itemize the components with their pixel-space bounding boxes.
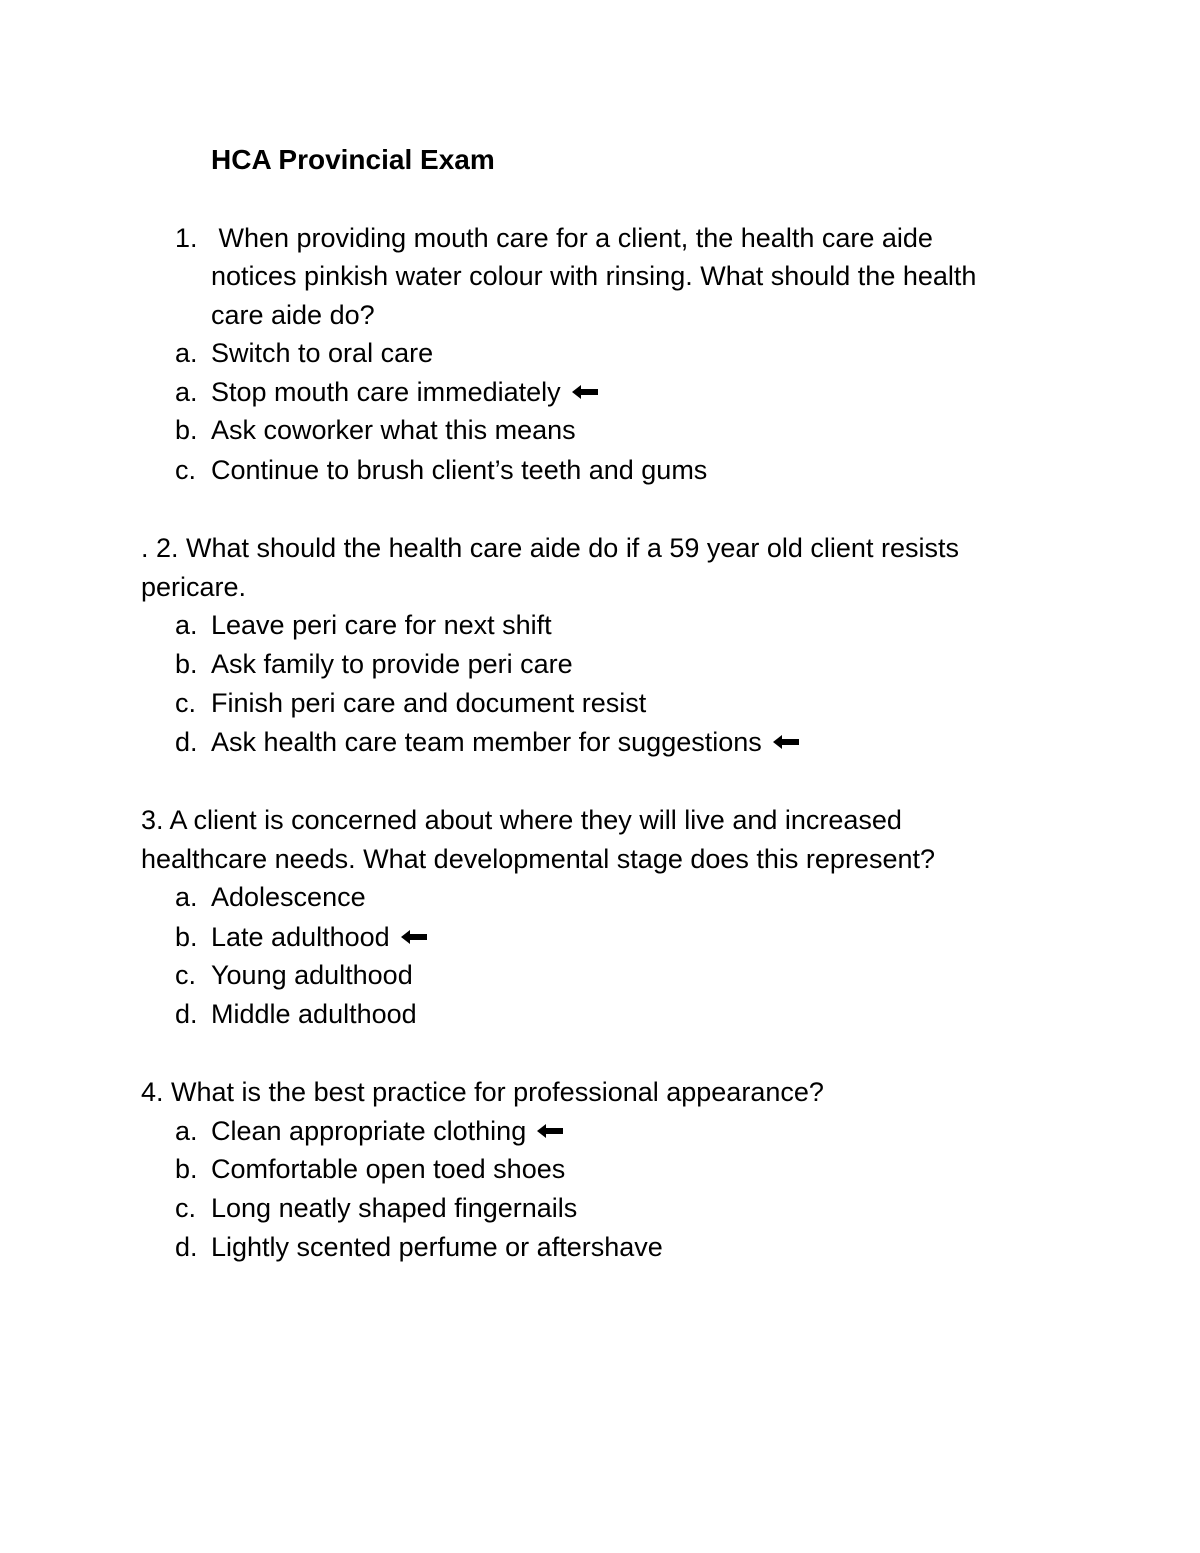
- option-marker: b.: [175, 415, 198, 445]
- question-2-line-1: . 2. What should the health care aide do if a 59 year old client resists: [141, 533, 959, 563]
- question-number: 1.: [175, 223, 198, 253]
- left-arrow-icon: [571, 384, 599, 400]
- question-3-option: [175, 878, 366, 916]
- question-4-option: [175, 1228, 663, 1266]
- question-1-line-2: notices pinkish water colour with rinsing. What should the health: [211, 261, 977, 291]
- question-1-option: [175, 451, 707, 489]
- option-text: Late adulthood: [211, 922, 390, 952]
- question-2-option: [175, 684, 646, 722]
- option-text: Finish peri care and document resist: [211, 688, 647, 718]
- question-2-line-2: pericare.: [141, 572, 247, 602]
- question-3-option: [175, 956, 413, 994]
- question-3-option: [175, 918, 428, 956]
- question-1-line-1: [175, 219, 933, 257]
- question-4-option: [175, 1150, 565, 1188]
- option-text: Ask health care team member for suggestions: [211, 727, 762, 757]
- option-text: Adolescence: [211, 882, 366, 912]
- option-text: Middle adulthood: [211, 999, 417, 1029]
- option-text: Long neatly shaped fingernails: [211, 1193, 578, 1223]
- option-marker: a.: [175, 610, 198, 640]
- question-1-option: [175, 411, 576, 449]
- question-4-option: [175, 1189, 577, 1227]
- option-text: Young adulthood: [211, 960, 413, 990]
- question-1-line-3: care aide do?: [211, 300, 375, 330]
- question-4-option: [175, 1112, 564, 1150]
- option-text: Ask coworker what this means: [211, 415, 576, 445]
- option-text: Leave peri care for next shift: [211, 610, 552, 640]
- question-2-option: [175, 723, 800, 761]
- option-marker: a.: [175, 882, 198, 912]
- option-text: Clean appropriate clothing: [211, 1116, 527, 1146]
- question-3-line-1: 3. A client is concerned about where they will live and increased: [141, 805, 902, 835]
- page-title: HCA Provincial Exam: [211, 144, 495, 175]
- option-marker: d.: [175, 1232, 198, 1262]
- option-marker: b.: [175, 1154, 198, 1184]
- option-marker: c.: [175, 455, 197, 485]
- option-marker: d.: [175, 999, 198, 1029]
- option-marker: a.: [175, 1116, 198, 1146]
- question-1-option: [175, 334, 433, 372]
- option-text: Switch to oral care: [211, 338, 434, 368]
- question-1-option: [175, 373, 599, 411]
- option-text: Continue to brush client’s teeth and gums: [211, 455, 708, 485]
- option-marker: b.: [175, 922, 198, 952]
- question-4-line-1: 4. What is the best practice for professional appearance?: [141, 1077, 824, 1107]
- option-marker: a.: [175, 377, 198, 407]
- option-text: Lightly scented perfume or aftershave: [211, 1232, 663, 1262]
- option-marker: c.: [175, 688, 197, 718]
- option-text: Comfortable open toed shoes: [211, 1154, 566, 1184]
- option-text: Ask family to provide peri care: [211, 649, 573, 679]
- option-marker: a.: [175, 338, 198, 368]
- option-marker: d.: [175, 727, 198, 757]
- left-arrow-icon: [772, 734, 800, 750]
- question-2-option: [175, 606, 552, 644]
- question-2-option: [175, 645, 573, 683]
- option-marker: b.: [175, 649, 198, 679]
- option-marker: c.: [175, 960, 197, 990]
- question-text: When providing mouth care for a client, the health care aide: [211, 223, 933, 253]
- option-text: Stop mouth care immediately: [211, 377, 561, 407]
- left-arrow-icon: [400, 929, 428, 945]
- left-arrow-icon: [536, 1123, 564, 1139]
- question-3-line-2: healthcare needs. What developmental stage does this represent?: [141, 844, 935, 874]
- option-marker: c.: [175, 1193, 197, 1223]
- question-3-option: [175, 995, 417, 1033]
